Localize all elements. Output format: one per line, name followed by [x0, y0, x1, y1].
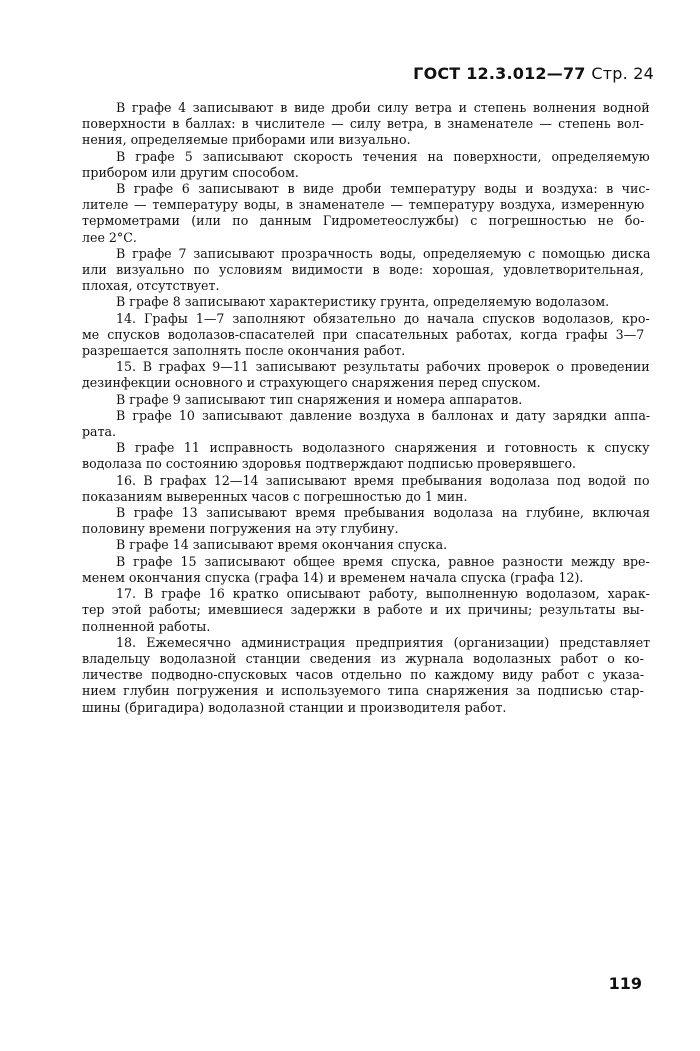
paragraph-line: нием глубин погружения и используемого типа снаряжения за подписью стар- [82, 683, 644, 699]
paragraph [82, 440, 650, 472]
paragraph-line: плохая, отсутствует. [82, 278, 220, 294]
paragraph [82, 472, 650, 505]
paragraph [88, 392, 650, 408]
paragraph-first-line: 16. В графах 12—14 записывают время пребывания водолаза под водой по [116, 472, 650, 488]
paragraph-line: тер этой работы; имевшиеся задержки в работе и их причины; результаты вы- [82, 602, 645, 618]
paragraph [82, 407, 650, 440]
paragraph-line: личестве подводно-спусковых часов отдельно по каждому виду работ с указа- [82, 667, 645, 683]
paragraph-first-line: 14. Графы 1—7 заполняют обязательно до начала спусков водолазов, кро- [116, 310, 650, 326]
paragraph-line: нения, определяемые приборами или визуально. [82, 132, 411, 148]
standard-designation: ГОСТ 12.3.012—77 [413, 64, 586, 83]
paragraph-first-line: В графе 5 записывают скорость течения на поверхности, определяемую [116, 148, 650, 164]
paragraph [82, 310, 650, 360]
paragraph-line: прибором или другим способом. [82, 164, 299, 180]
paragraph-first-line: В графе 7 записывают прозрачность воды, определяемую с помощью диска [116, 245, 650, 261]
paragraph-first-line: В графе 14 записывают время окончания спуска. [116, 537, 448, 553]
paragraph-first-line: В графе 6 записывают в виде дроби температуру воды и воздуха: в чис- [116, 181, 650, 197]
paragraph-line: полненной работы. [82, 618, 211, 634]
paragraph-line: термометрами (или по данным Гидрометеослужбы) с погрешностью не бо- [82, 213, 645, 229]
paragraph-first-line: В графе 11 исправность водолазного снаряжения и готовность к спуску [116, 440, 650, 456]
paragraph-first-line: 18. Ежемесячно администрация предприятия (организации) представляет [116, 634, 650, 650]
paragraph-line: водолаза по состоянию здоровья подтверждают подписью проверявшего. [82, 456, 577, 472]
page-label: Стр. 24 [591, 64, 654, 83]
paragraph-first-line: 15. В графах 9—11 записывают результаты рабочих проверок о проведении [116, 359, 650, 375]
paragraph-line: дезинфекции основного и страхующего снаряжения перед спуском. [82, 375, 541, 391]
paragraph-line: шины (бригадира) водолазной станции и производителя работ. [82, 699, 507, 715]
paragraph-line: половину времени погружения на эту глубину. [82, 521, 399, 537]
paragraph-line: лителе — температуру воды, в знаменателе — температуру воздуха, измеренную [82, 197, 645, 213]
paragraph-line: показаниям выверенных часов с погрешностью до 1 мин. [82, 488, 468, 504]
page-header [413, 64, 654, 83]
paragraph-line: ме спусков водолазов-спасателей при спасательных работах, когда графы 3—7 [82, 326, 645, 342]
document-body [82, 100, 650, 716]
paragraph-line: поверхности в баллах: в числителе — силу ветра, в знаменателе — степень вол- [82, 116, 644, 132]
paragraph [88, 294, 650, 310]
paragraph-line: или визуально по условиям видимости в воде: хорошая, удовлетворительная, [82, 262, 644, 278]
paragraph [88, 537, 650, 553]
paragraph-first-line: В графе 15 записывают общее время спуска, равное разности между вре- [116, 553, 650, 569]
paragraph-line: рата. [82, 424, 117, 440]
paragraph [82, 505, 650, 537]
paragraph-line: владельцу водолазной станции сведения из журнала водолазных работ о ко- [82, 650, 644, 666]
paragraph [82, 634, 650, 716]
paragraph [82, 148, 650, 181]
paragraph-first-line: 17. В графе 16 кратко описывают работу, выполненную водолазом, харак- [116, 586, 650, 602]
paragraph [82, 359, 650, 391]
paragraph [82, 245, 650, 295]
paragraph-first-line: В графе 10 записывают давление воздуха в баллонах и дату зарядки аппа- [116, 407, 650, 423]
paragraph-line: разрешается заполнять после окончания работ. [82, 343, 406, 359]
page-number: 119 [608, 974, 642, 993]
paragraph-first-line: В графе 8 записывают характеристику грунта, определяемую водолазом. [116, 294, 610, 310]
paragraph [82, 100, 650, 149]
paragraph [82, 553, 650, 586]
paragraph-line: лее 2°С. [82, 229, 137, 245]
paragraph-first-line: В графе 9 записывают тип снаряжения и номера аппаратов. [116, 391, 523, 407]
paragraph-first-line: В графе 4 записывают в виде дроби силу ветра и степень волнения водной [116, 100, 650, 115]
paragraph-line: менем окончания спуска (графа 14) и временем начала спуска (графа 12). [82, 569, 584, 585]
paragraph [82, 181, 650, 246]
paragraph-first-line: В графе 13 записывают время пребывания водолаза на глубине, включая [116, 505, 650, 521]
paragraph [82, 586, 650, 635]
